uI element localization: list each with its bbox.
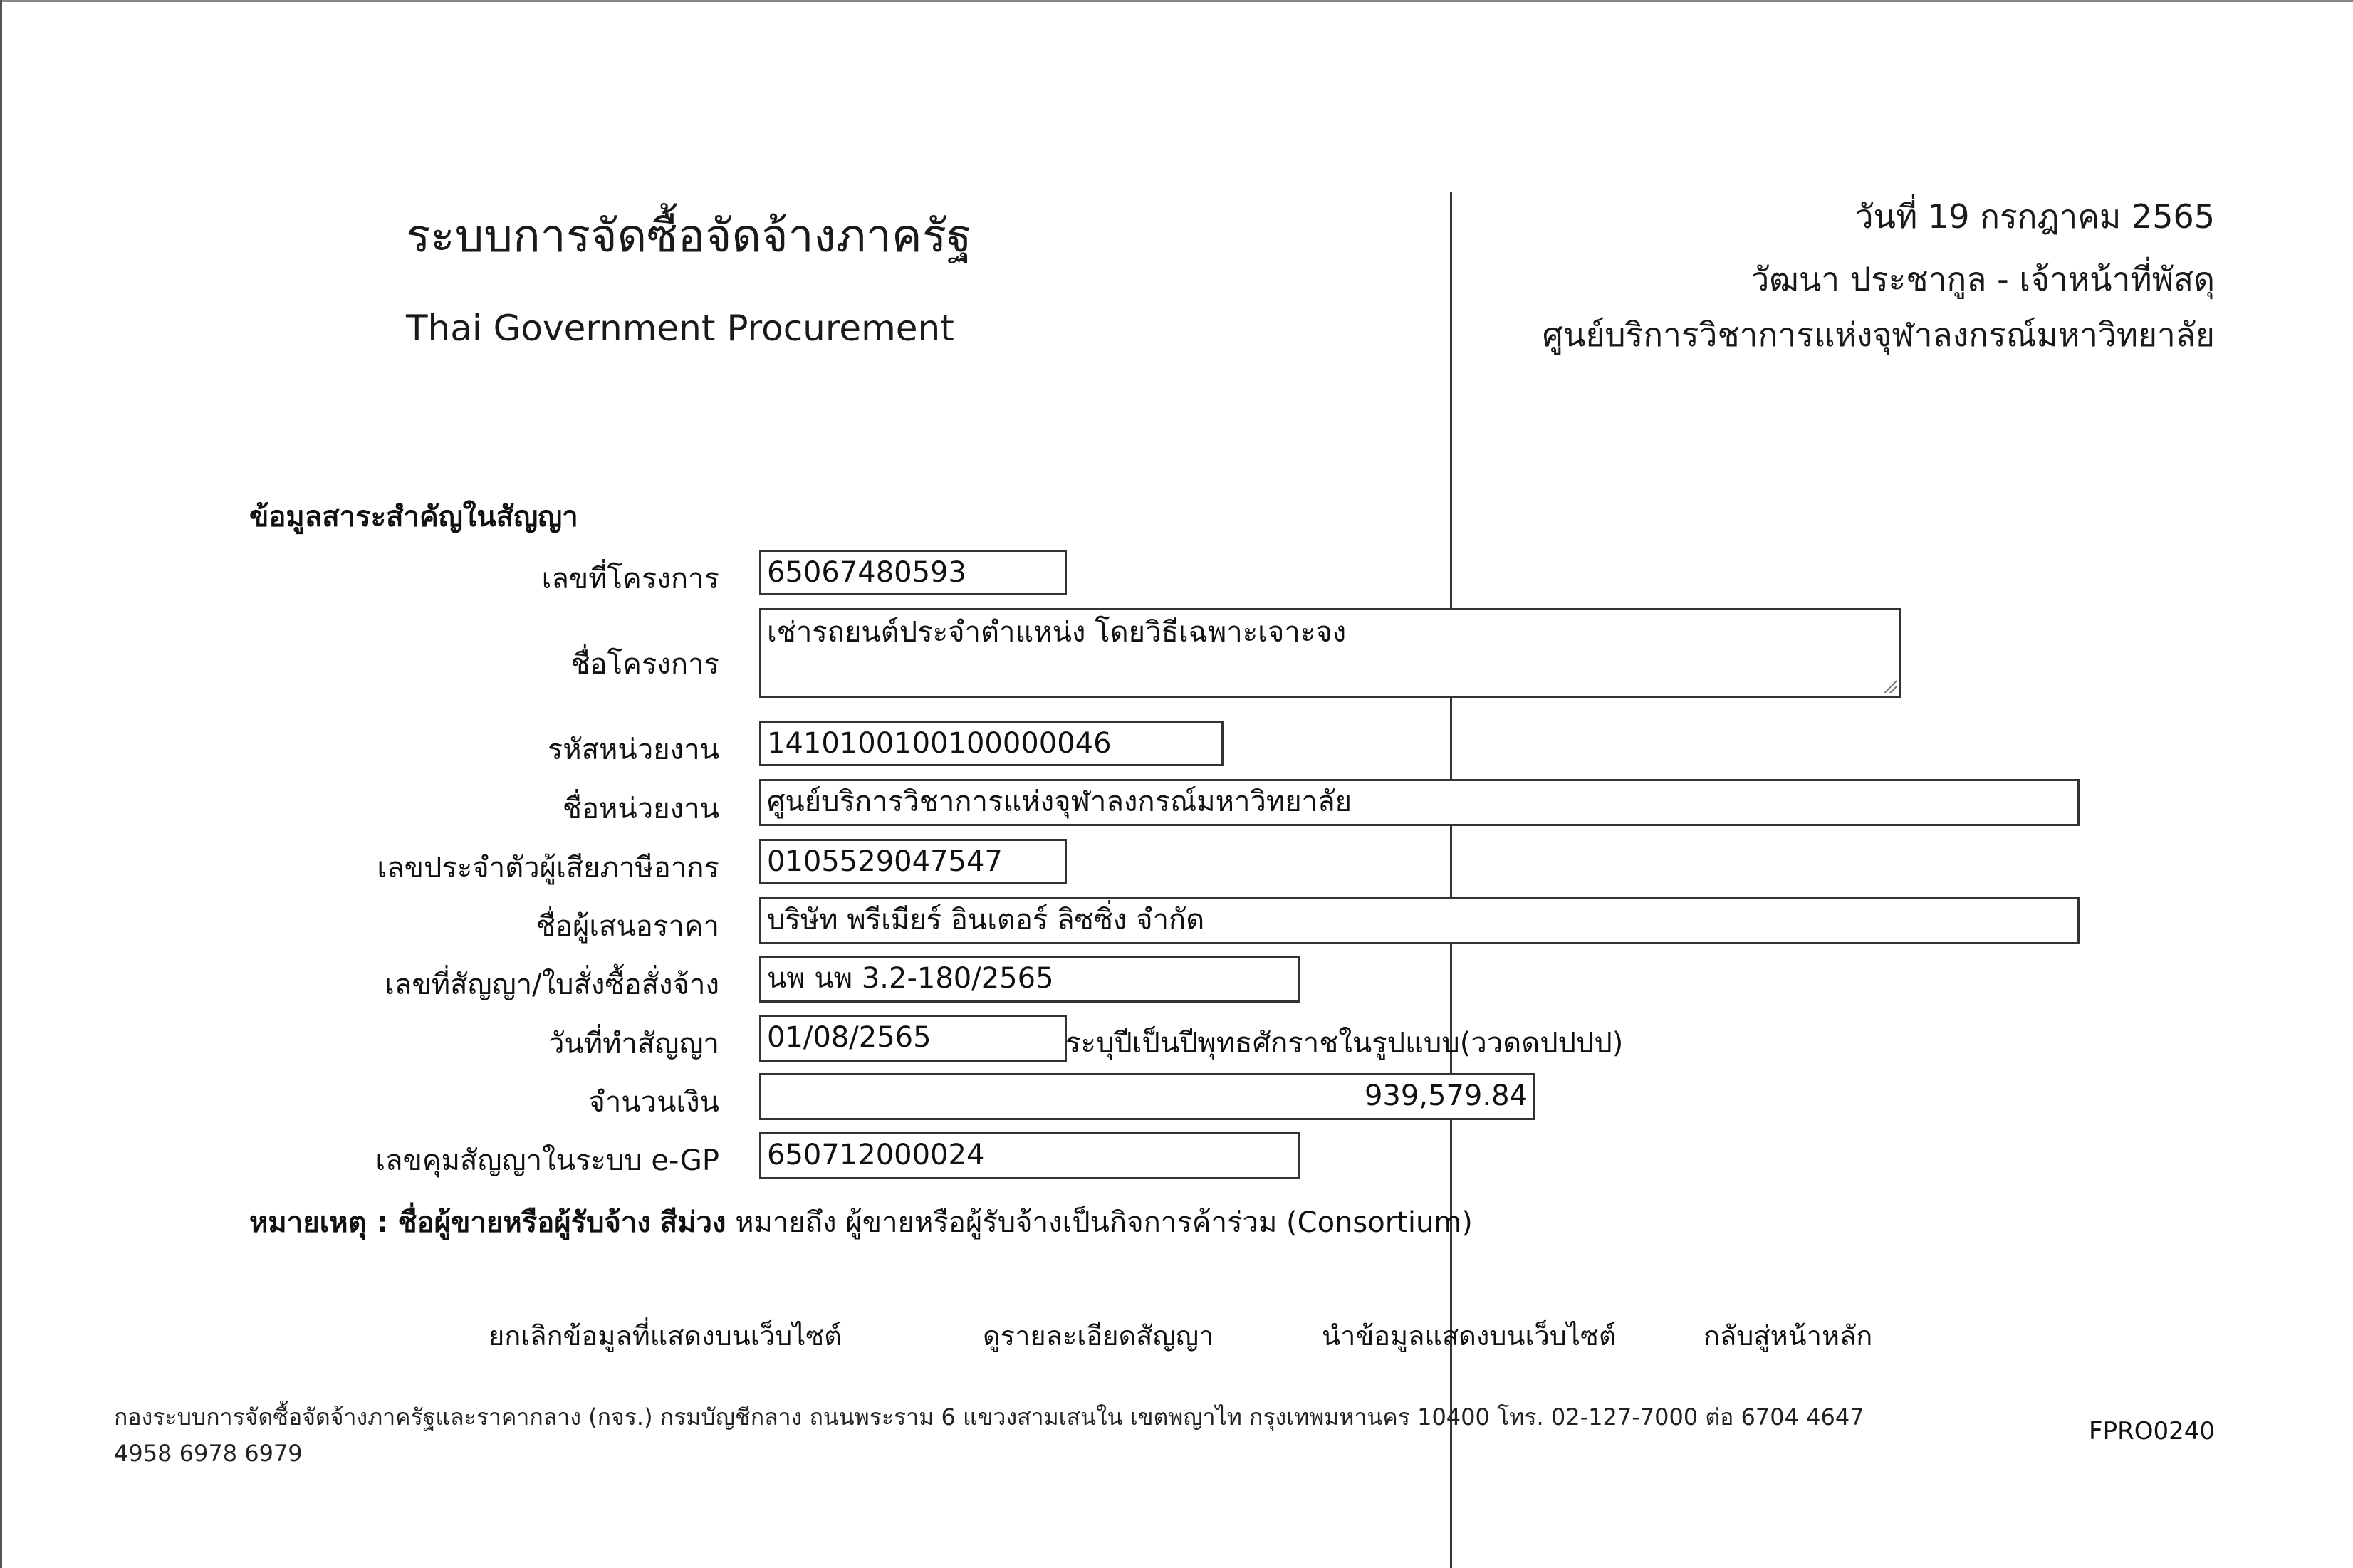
page-divider	[1450, 192, 1452, 1568]
amount-label: จำนวนเงิน	[588, 1086, 719, 1119]
system-title-en: Thai Government Procurement	[406, 308, 954, 349]
publish-button[interactable]: นำข้อมูลแสดงบนเว็บไซต์	[1322, 1320, 1617, 1352]
dept-name-label: ชื่อหน่วยงาน	[562, 793, 719, 825]
tax-id-field[interactable]: 0105529047547	[759, 839, 1067, 884]
contract-no-field[interactable]: นพ นพ 3.2-180/2565	[759, 956, 1300, 1003]
note-suffix: หมายถึง ผู้ขายหรือผู้รับจ้างเป็นกิจการค้าร่วม (Consortium)	[735, 1206, 1473, 1239]
cancel-publish-button[interactable]: ยกเลิกข้อมูลที่แสดงบนเว็บไซต์	[489, 1320, 842, 1352]
note-prefix: หมายเหตุ : ชื่อผู้ขายหรือผู้รับจ้าง	[249, 1206, 651, 1239]
user-name: วัฒนา ประชากูล - เจ้าหน้าที่พัสดุ	[1751, 260, 2215, 298]
project-no-field[interactable]: 65067480593	[759, 550, 1067, 595]
project-no-label: เลขที่โครงการ	[541, 563, 719, 595]
agency-name: ศูนย์บริการวิชาการแห่งจุฬาลงกรณ์มหาวิทยาลัย	[1542, 315, 2215, 354]
contract-date-field[interactable]: 01/08/2565	[759, 1015, 1067, 1062]
home-button[interactable]: กลับสู่หน้าหลัก	[1704, 1320, 1873, 1352]
footer-phone-ext: 4958 6978 6979	[114, 1440, 303, 1467]
dept-name-field[interactable]: ศูนย์บริการวิชาการแห่งจุฬาลงกรณ์มหาวิทยาลัย	[759, 779, 2080, 826]
dept-code-label: รหัสหน่วยงาน	[547, 733, 719, 766]
consortium-note	[249, 1199, 1473, 1245]
contract-date-hint: ระบุปีเป็นปีพุทธศักราชในรูปแบบ(ววดดปปปป)	[1065, 1027, 1624, 1060]
contract-no-label: เลขที่สัญญา/ใบสั่งซื้อสั่งจ้าง	[385, 968, 719, 1001]
project-name-text: เช่ารถยนต์ประจำตำแหน่ง โดยวิธีเฉพาะเจาะจง	[767, 616, 1347, 649]
project-name-field[interactable]	[759, 608, 1901, 698]
dept-code-field[interactable]: 1410100100100000046	[759, 721, 1224, 766]
resize-handle-icon[interactable]	[1884, 680, 1897, 693]
top-border	[0, 0, 2353, 2]
left-border	[0, 0, 2, 1568]
current-date: วันที่ 19 กรกฎาคม 2565	[1854, 197, 2215, 236]
note-highlight: สีม่วง	[659, 1206, 726, 1239]
bidder-name-label: ชื่อผู้เสนอราคา	[536, 910, 719, 943]
footer-address: กองระบบการจัดซื้อจัดจ้างภาครัฐและราคากลาง (กจร.) กรมบัญชีกลาง ถนนพระราม 6 แขวงสามเสนใน เขตพญาไท กรุงเทพมหานคร 10400 โทร. 02-127-7000 ต่อ 6704 4647	[114, 1404, 1864, 1431]
tax-id-label: เลขประจำตัวผู้เสียภาษีอากร	[377, 852, 719, 884]
amount-field[interactable]: 939,579.84	[759, 1073, 1535, 1120]
view-contract-button[interactable]: ดูรายละเอียดสัญญา	[983, 1320, 1214, 1352]
system-title-th: ระบบการจัดซื้อจัดจ้างภาครัฐ	[406, 210, 972, 263]
contract-date-label: วันที่ทำสัญญา	[548, 1028, 719, 1060]
egp-no-field[interactable]: 650712000024	[759, 1132, 1300, 1179]
form-code: FPRO0240	[2089, 1417, 2215, 1446]
egp-no-label: เลขคุมสัญญาในระบบ e-GP	[375, 1144, 719, 1177]
bidder-name-field[interactable]: บริษัท พรีเมียร์ อินเตอร์ ลิซซิ่ง จำกัด	[759, 897, 2080, 944]
section-title: ข้อมูลสาระสำคัญในสัญญา	[249, 501, 578, 533]
project-name-label: ชื่อโครงการ	[570, 648, 719, 681]
